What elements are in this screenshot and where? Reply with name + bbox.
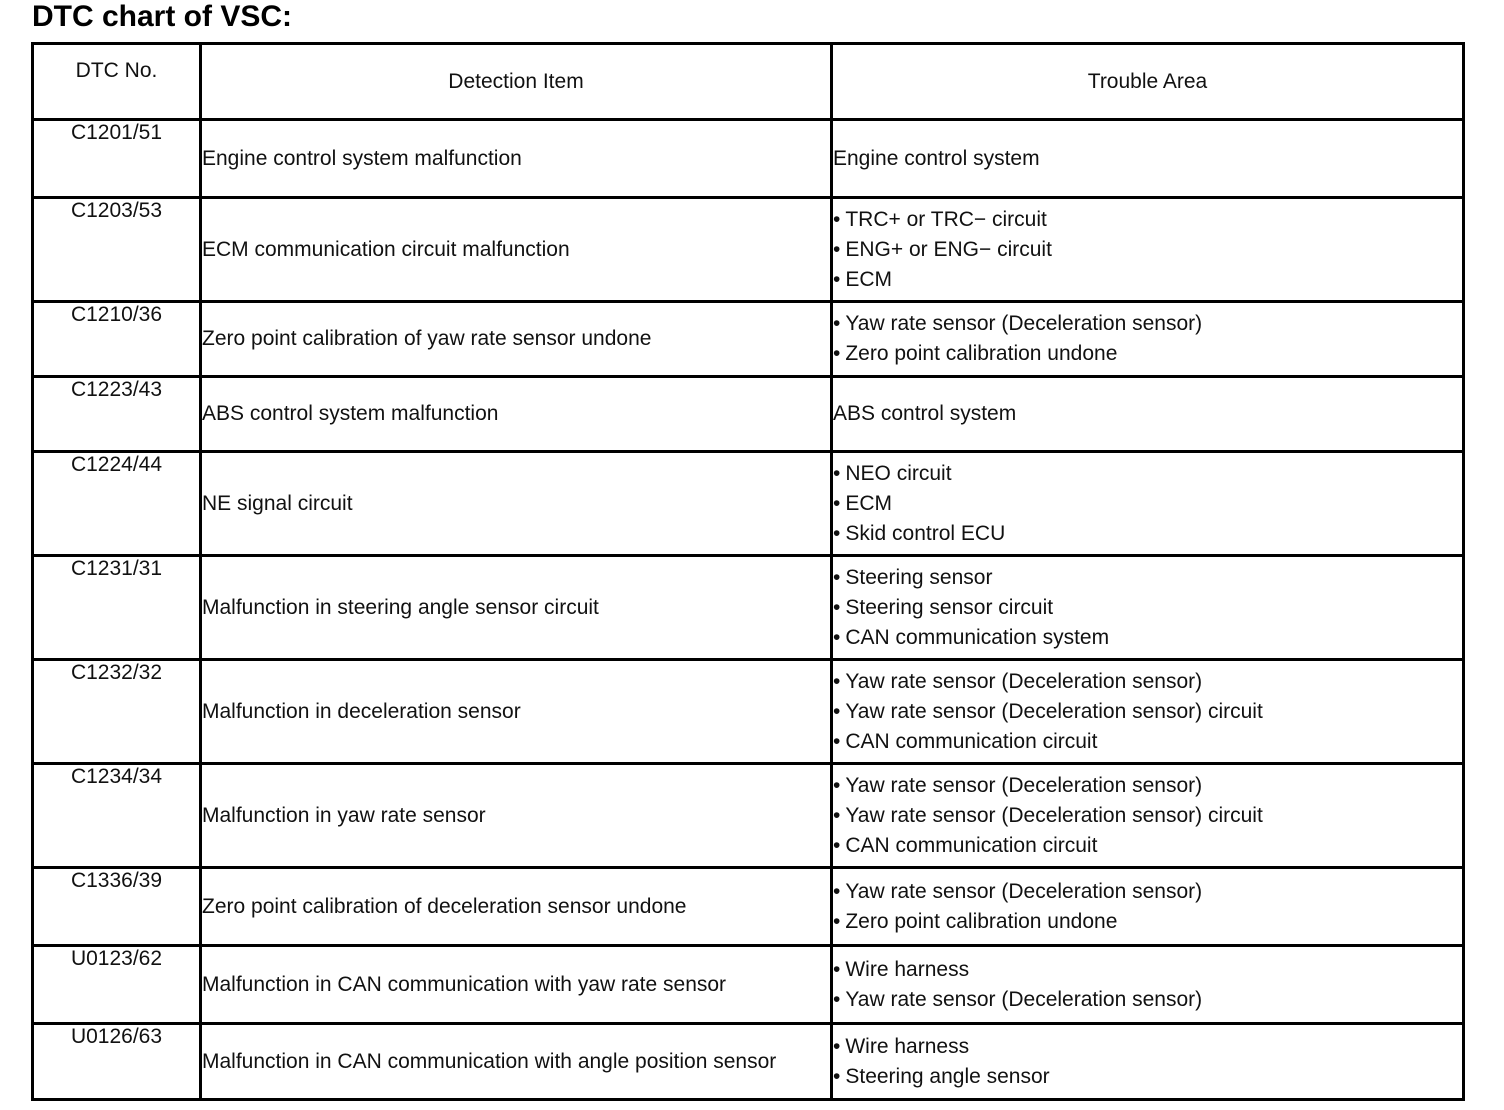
trouble-area-bullet: • Yaw rate sensor (Deceleration sensor) (833, 771, 1462, 801)
header-detection-item: Detection Item (201, 44, 832, 120)
trouble-area-bullet: • Yaw rate sensor (Deceleration sensor) (833, 309, 1462, 339)
dtc-code: C1234/34 (33, 764, 201, 868)
trouble-area (832, 198, 1464, 302)
trouble-area-bullet: • CAN communication circuit (833, 727, 1462, 757)
trouble-area (832, 660, 1464, 764)
dtc-code: C1231/31 (33, 556, 201, 660)
trouble-area-text: Engine control system (833, 146, 1040, 170)
dtc-code: C1224/44 (33, 452, 201, 556)
table-row (33, 377, 1464, 452)
trouble-area (832, 946, 1464, 1024)
table-row (33, 452, 1464, 556)
trouble-area-bullet: • Zero point calibration undone (833, 907, 1462, 937)
table-row (33, 302, 1464, 377)
trouble-area-bullet: • Yaw rate sensor (Deceleration sensor) (833, 985, 1462, 1015)
trouble-area-bullet: • Steering sensor (833, 563, 1462, 593)
trouble-area-bullet: • Skid control ECU (833, 519, 1462, 549)
trouble-area-bullet: • Steering angle sensor (833, 1062, 1462, 1092)
page-title: DTC chart of VSC: (32, 0, 293, 33)
trouble-area (832, 302, 1464, 377)
trouble-area-bullet: • ENG+ or ENG− circuit (833, 235, 1462, 265)
detection-item: NE signal circuit (201, 452, 832, 556)
dtc-code: C1210/36 (33, 302, 201, 377)
trouble-area-bullet: • Yaw rate sensor (Deceleration sensor) (833, 877, 1462, 907)
dtc-code: U0126/63 (33, 1024, 201, 1100)
dtc-code: C1336/39 (33, 868, 201, 946)
dtc-table (31, 42, 1465, 1101)
trouble-area-bullet: • Yaw rate sensor (Deceleration sensor) circuit (833, 697, 1462, 727)
table-row (33, 198, 1464, 302)
trouble-area-bullet: • TRC+ or TRC− circuit (833, 205, 1462, 235)
header-trouble-area: Trouble Area (832, 44, 1464, 120)
detection-item: Malfunction in CAN communication with angle position sensor (201, 1024, 832, 1100)
detection-item: Malfunction in steering angle sensor circuit (201, 556, 832, 660)
header-dtc-no: DTC No. (33, 44, 201, 120)
trouble-area (832, 556, 1464, 660)
dtc-code: C1223/43 (33, 377, 201, 452)
table-header-row (33, 44, 1464, 120)
table-row (33, 946, 1464, 1024)
trouble-area-bullet: • CAN communication system (833, 623, 1462, 653)
detection-item: Malfunction in CAN communication with yaw rate sensor (201, 946, 832, 1024)
trouble-area-bullet: • Zero point calibration undone (833, 339, 1462, 369)
trouble-area-bullet: • ECM (833, 265, 1462, 295)
table-row (33, 1024, 1464, 1100)
trouble-area-bullet: • Steering sensor circuit (833, 593, 1462, 623)
dtc-code: C1203/53 (33, 198, 201, 302)
detection-item: Zero point calibration of yaw rate sensor undone (201, 302, 832, 377)
detection-item: Malfunction in deceleration sensor (201, 660, 832, 764)
trouble-area-bullet: • Yaw rate sensor (Deceleration sensor) circuit (833, 801, 1462, 831)
trouble-area-bullet: • Wire harness (833, 955, 1462, 985)
trouble-area-bullet: • CAN communication circuit (833, 831, 1462, 861)
detection-item: Engine control system malfunction (201, 120, 832, 198)
dtc-code: U0123/62 (33, 946, 201, 1024)
table-row (33, 868, 1464, 946)
trouble-area (832, 868, 1464, 946)
detection-item: Zero point calibration of deceleration sensor undone (201, 868, 832, 946)
trouble-area (832, 1024, 1464, 1100)
detection-item: ECM communication circuit malfunction (201, 198, 832, 302)
trouble-area (832, 120, 1464, 198)
table-row (33, 556, 1464, 660)
trouble-area-bullet: • ECM (833, 489, 1462, 519)
trouble-area-bullet: • NEO circuit (833, 459, 1462, 489)
dtc-code: C1232/32 (33, 660, 201, 764)
trouble-area-bullet: • Wire harness (833, 1032, 1462, 1062)
dtc-code: C1201/51 (33, 120, 201, 198)
table-row (33, 660, 1464, 764)
table-row (33, 120, 1464, 198)
trouble-area (832, 452, 1464, 556)
trouble-area (832, 377, 1464, 452)
table-row (33, 764, 1464, 868)
trouble-area-text: ABS control system (833, 402, 1017, 425)
trouble-area-bullet: • Yaw rate sensor (Deceleration sensor) (833, 667, 1462, 697)
detection-item: ABS control system malfunction (201, 377, 832, 452)
trouble-area (832, 764, 1464, 868)
detection-item: Malfunction in yaw rate sensor (201, 764, 832, 868)
